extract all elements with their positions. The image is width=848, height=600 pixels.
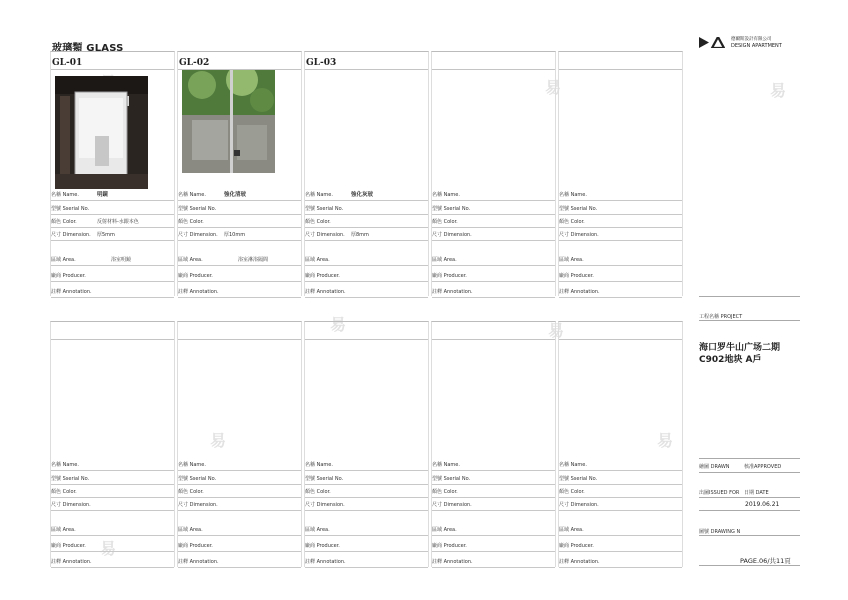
field-label: 型號 Sserial No. [51, 476, 90, 482]
sheet-title: 玻璃類 GLASS [52, 43, 124, 54]
field-label: 註釋 Annotation. [432, 559, 473, 565]
field-label: 名稱 Name. [305, 462, 333, 468]
material-code: GL-03 [306, 58, 337, 68]
top-material-card [558, 51, 683, 296]
field-label: 尺寸 Dimension. [305, 502, 345, 508]
watermark: 易 [770, 81, 787, 100]
field-color [51, 489, 174, 496]
field-label: 名稱 Name. [51, 192, 79, 198]
field-label: 尺寸 Dimension. [178, 502, 218, 508]
field-value-dimension: 厚10mm [224, 232, 246, 238]
field-label: 名稱 Name. [51, 462, 79, 468]
field-producer [178, 273, 301, 280]
field-producer [51, 273, 174, 280]
field-label: 顏色 Color. [305, 219, 331, 225]
top-material-card [304, 51, 429, 296]
watermark: 易 [210, 431, 227, 450]
field-name [51, 192, 174, 199]
watermark: 易 [545, 78, 562, 97]
field-label: 註釋 Annotation. [178, 559, 219, 565]
field-label: 廠商 Producer. [305, 543, 340, 549]
field-label: 尺寸 Dimension. [432, 232, 472, 238]
field-label: 顏色 Color. [432, 489, 458, 495]
field-dimension [51, 232, 174, 239]
field-value-area: 浴室淋浴隔間 [238, 257, 269, 263]
field-label: 顏色 Color. [432, 219, 458, 225]
field-label: 尺寸 Dimension. [559, 232, 599, 238]
field-producer [51, 543, 174, 550]
field-label: 顏色 Color. [305, 489, 331, 495]
field-color [178, 489, 301, 496]
field-label: 廠商 Producer. [432, 543, 467, 549]
project-label: 工程名稱 PROJECT [699, 314, 743, 320]
field-label: 名稱 Name. [559, 462, 587, 468]
field-annotation [559, 289, 682, 296]
field-annotation [51, 559, 174, 566]
page-number: PAGE.06/共11頁 [740, 557, 791, 565]
field-serial [51, 206, 174, 213]
field-serial [432, 476, 555, 483]
field-producer [305, 543, 428, 550]
field-label: 顏色 Color. [178, 489, 204, 495]
watermark: 易 [330, 315, 347, 334]
bottom-material-card [431, 321, 556, 567]
company-name-en: DESIGN APARTMENT [731, 43, 782, 49]
field-color [559, 489, 682, 496]
field-area [305, 527, 428, 534]
field-color [305, 489, 428, 496]
field-value-color: 反射材料-水銀本色 [97, 219, 139, 225]
field-value-name: 強化灰玻 [351, 192, 374, 198]
field-label: 型號 Sserial No. [432, 476, 471, 482]
field-dimension [178, 502, 301, 509]
field-color [305, 219, 428, 226]
field-label: 尺寸 Dimension. [51, 232, 91, 238]
field-value-dimension: 厚5mm [97, 232, 115, 238]
field-label: 註釋 Annotation. [305, 289, 346, 295]
field-label: 註釋 Annotation. [51, 289, 92, 295]
field-label: 區域 Area. [305, 257, 330, 263]
field-dimension [51, 502, 174, 509]
field-dimension [305, 502, 428, 509]
field-name [305, 462, 428, 469]
bottom-material-card [558, 321, 683, 567]
field-label: 註釋 Annotation. [432, 289, 473, 295]
field-label: 註釋 Annotation. [559, 289, 600, 295]
field-name [559, 192, 682, 199]
top-material-card [431, 51, 556, 296]
watermark: 易 [548, 321, 565, 340]
field-dimension [559, 502, 682, 509]
field-dimension [432, 232, 555, 239]
field-area [51, 257, 174, 264]
field-label: 顏色 Color. [51, 489, 77, 495]
field-label: 區域 Area. [559, 527, 584, 533]
field-label: 區域 Area. [178, 257, 203, 263]
field-name [305, 192, 428, 199]
field-serial [51, 476, 174, 483]
field-area [559, 257, 682, 264]
field-label: 區域 Area. [432, 527, 457, 533]
field-label: 尺寸 Dimension. [51, 502, 91, 508]
field-dimension [305, 232, 428, 239]
field-label: 區域 Area. [305, 527, 330, 533]
field-label: 區域 Area. [51, 257, 76, 263]
field-label: 廠商 Producer. [51, 273, 86, 279]
field-label: 型號 Sserial No. [305, 206, 344, 212]
field-name [178, 192, 301, 199]
field-annotation [305, 559, 428, 566]
field-label: 區域 Area. [432, 257, 457, 263]
field-name [559, 462, 682, 469]
field-label: 型號 Sserial No. [51, 206, 90, 212]
field-annotation [305, 289, 428, 296]
field-producer [559, 273, 682, 280]
field-area [305, 257, 428, 264]
field-annotation [178, 559, 301, 566]
field-label: 廠商 Producer. [178, 543, 213, 549]
field-label: 名稱 Name. [432, 462, 460, 468]
field-label: 名稱 Name. [559, 192, 587, 198]
field-annotation [51, 289, 174, 296]
project-name-line1: 海口罗牛山广场二期 [699, 343, 781, 353]
field-label: 廠商 Producer. [559, 543, 594, 549]
field-name [178, 462, 301, 469]
field-color [432, 219, 555, 226]
top-material-card [177, 51, 302, 296]
watermark: 易 [657, 431, 674, 450]
field-label: 顏色 Color. [559, 219, 585, 225]
field-name [432, 462, 555, 469]
field-name [432, 192, 555, 199]
field-serial [559, 206, 682, 213]
field-label: 區域 Area. [178, 527, 203, 533]
field-value-name: 強化清玻 [224, 192, 247, 198]
field-label: 尺寸 Dimension. [305, 232, 345, 238]
field-label: 名稱 Name. [432, 192, 460, 198]
field-serial [178, 206, 301, 213]
logo-mark-icon [699, 37, 725, 48]
drawing-number-label: 圖號 DRAWING N [699, 529, 741, 535]
bottom-material-card [304, 321, 429, 567]
company-name-cn: 德爾斯設計有限公司 [731, 37, 772, 42]
field-label: 顏色 Color. [178, 219, 204, 225]
field-area [51, 527, 174, 534]
field-label: 型號 Sserial No. [178, 206, 217, 212]
company-logo [699, 36, 809, 52]
field-serial [559, 476, 682, 483]
field-name [51, 462, 174, 469]
field-color [51, 219, 174, 226]
field-label: 型號 Sserial No. [178, 476, 217, 482]
field-label: 廠商 Producer. [305, 273, 340, 279]
field-producer [432, 273, 555, 280]
field-annotation [178, 289, 301, 296]
field-label: 註釋 Annotation. [51, 559, 92, 565]
field-color [432, 489, 555, 496]
drawn-label: 繪圖 DRAWN [699, 464, 730, 470]
field-serial [178, 476, 301, 483]
field-area [432, 257, 555, 264]
field-dimension [559, 232, 682, 239]
field-label: 名稱 Name. [178, 462, 206, 468]
project-name-line2: C902地块 A戶 [699, 355, 762, 365]
field-producer [559, 543, 682, 550]
bottom-material-card [177, 321, 302, 567]
field-area [432, 527, 555, 534]
field-annotation [559, 559, 682, 566]
field-label: 名稱 Name. [178, 192, 206, 198]
field-label: 型號 Sserial No. [559, 476, 598, 482]
watermark: 易 [100, 539, 117, 558]
field-serial [305, 206, 428, 213]
field-annotation [432, 289, 555, 296]
mirror-photo [55, 76, 148, 189]
date-label: 日期 DATE [744, 490, 769, 496]
field-producer [305, 273, 428, 280]
field-label: 廠商 Producer. [432, 273, 467, 279]
field-color [178, 219, 301, 226]
field-area [559, 527, 682, 534]
field-dimension [178, 232, 301, 239]
field-dimension [432, 502, 555, 509]
field-label: 型號 Sserial No. [305, 476, 344, 482]
approved-label: 核准APPROVED [744, 464, 782, 470]
field-label: 尺寸 Dimension. [178, 232, 218, 238]
field-label: 註釋 Annotation. [178, 289, 219, 295]
field-producer [178, 543, 301, 550]
bottom-material-card [50, 321, 175, 567]
material-code: GL-01 [52, 58, 83, 68]
field-label: 名稱 Name. [305, 192, 333, 198]
top-material-card [50, 51, 175, 296]
field-label: 顏色 Color. [559, 489, 585, 495]
field-label: 尺寸 Dimension. [432, 502, 472, 508]
field-value-area: 浴室明鏡 [111, 257, 132, 263]
field-label: 廠商 Producer. [51, 543, 86, 549]
field-label: 註釋 Annotation. [559, 559, 600, 565]
field-color [559, 219, 682, 226]
field-value-dimension: 厚8mm [351, 232, 369, 238]
field-label: 廠商 Producer. [559, 273, 594, 279]
field-serial [305, 476, 428, 483]
field-label: 顏色 Color. [51, 219, 77, 225]
field-label: 尺寸 Dimension. [559, 502, 599, 508]
field-label: 廠商 Producer. [178, 273, 213, 279]
field-producer [432, 543, 555, 550]
field-label: 型號 Sserial No. [559, 206, 598, 212]
field-label: 型號 Sserial No. [432, 206, 471, 212]
field-label: 區域 Area. [51, 527, 76, 533]
date-value: 2019.06.21 [745, 501, 780, 508]
field-serial [432, 206, 555, 213]
issued-label: 出圖ISSUED FOR [699, 490, 740, 496]
field-annotation [432, 559, 555, 566]
field-label: 區域 Area. [559, 257, 584, 263]
glass-photo [182, 70, 275, 173]
material-code: GL-02 [179, 58, 210, 68]
field-value-name: 明鏡 [97, 192, 109, 198]
field-label: 註釋 Annotation. [305, 559, 346, 565]
field-area [178, 527, 301, 534]
field-area [178, 257, 301, 264]
